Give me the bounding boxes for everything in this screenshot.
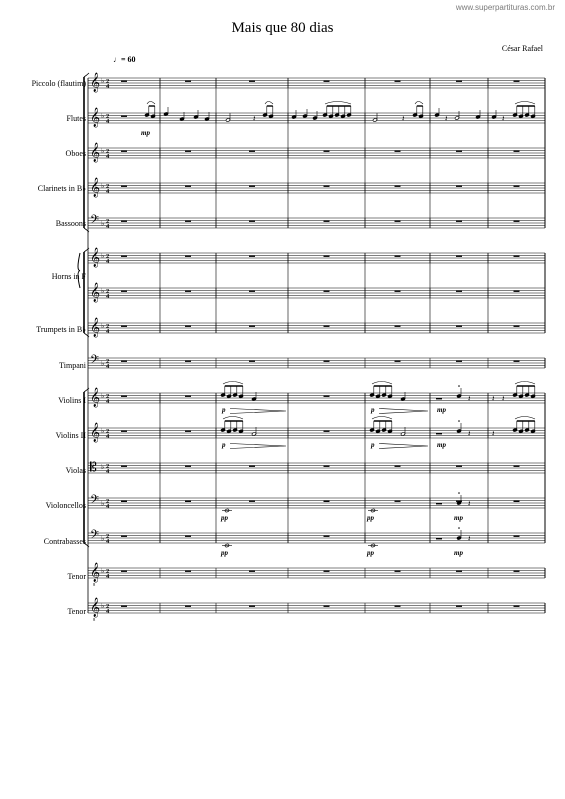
- whole-rest: [456, 221, 462, 222]
- time-signature-top: 2: [106, 357, 110, 365]
- quarter-rest-icon: 𝄽: [468, 394, 471, 403]
- violin-run-slur: [515, 382, 535, 385]
- whole-rest: [121, 396, 127, 397]
- whole-rest: [514, 221, 520, 222]
- whole-rest: [456, 291, 462, 292]
- dynamic-mp: mp: [141, 129, 150, 137]
- flat-icon: ♭: [101, 391, 105, 400]
- time-signature-bottom: 4: [106, 223, 110, 230]
- note-head: [373, 118, 378, 122]
- whole-rest: [249, 361, 255, 362]
- time-signature-top: 2: [106, 532, 110, 540]
- time-signature-top: 2: [106, 497, 110, 505]
- whole-rest: [185, 431, 191, 432]
- whole-rest: [456, 606, 462, 607]
- time-signature-bottom: 4: [106, 468, 110, 475]
- whole-rest: [456, 81, 462, 82]
- whole-rest: [121, 501, 127, 502]
- whole-rest: [395, 361, 401, 362]
- quarter-rest-icon: 𝄽: [502, 114, 505, 123]
- staccato-dot: [458, 527, 460, 529]
- whole-rest: [185, 466, 191, 467]
- note-head: [457, 429, 462, 433]
- time-signature-bottom: 4: [106, 433, 110, 440]
- time-signature-bottom: 4: [106, 188, 110, 195]
- note-head: [226, 118, 231, 122]
- whole-rest: [249, 256, 255, 257]
- whole-rest: [121, 571, 127, 572]
- half-rest: [436, 538, 442, 539]
- treble-clef-icon: 𝄞: [90, 177, 101, 198]
- violin-run-slur: [515, 417, 535, 420]
- note-head: [313, 116, 318, 120]
- quarter-rest-icon: 𝄽: [445, 114, 448, 123]
- woodwind-bracket-cap-top: [84, 73, 89, 77]
- whole-rest: [395, 326, 401, 327]
- quarter-rest-icon: 𝄽: [253, 114, 256, 123]
- note-head: [455, 116, 460, 120]
- whole-rest: [324, 361, 330, 362]
- quarter-rest-icon: 𝄽: [468, 499, 471, 508]
- time-signature-top: 2: [106, 567, 110, 575]
- bass-clef-icon: 𝄢: [90, 353, 100, 370]
- treble-clef-icon: 𝄞: [90, 282, 101, 303]
- time-signature-top: 2: [106, 322, 110, 330]
- whole-rest: [185, 151, 191, 152]
- whole-rest: [395, 501, 401, 502]
- instrument-label-violas: Violas: [65, 466, 86, 475]
- flat-icon: ♭: [101, 181, 105, 190]
- treble-clef-icon: 𝄞: [90, 142, 101, 163]
- dynamic-pp: pp: [367, 549, 374, 557]
- whole-rest: [324, 571, 330, 572]
- whole-rest: [324, 326, 330, 327]
- flat-icon: ♭: [101, 146, 105, 155]
- whole-rest: [456, 256, 462, 257]
- flat-icon: ♭: [101, 601, 105, 610]
- whole-rest: [324, 256, 330, 257]
- instrument-label-trumpets: Trumpets in B♭: [36, 325, 86, 334]
- dynamic-p: p: [371, 406, 375, 414]
- time-signature-top: 2: [106, 252, 110, 260]
- quarter-rest-icon: 𝄽: [502, 394, 505, 403]
- whole-rest: [395, 291, 401, 292]
- whole-rest: [514, 151, 520, 152]
- whole-rest: [185, 396, 191, 397]
- note-head: [457, 536, 462, 540]
- instrument-label-violins-2: Violins II: [55, 431, 86, 440]
- whole-rest: [514, 256, 520, 257]
- composer-name: César Rafael: [501, 44, 543, 53]
- instrument-label-flutes: Flutes: [66, 114, 86, 123]
- bass-clef-icon: 𝄢: [90, 213, 100, 230]
- instrument-label-violins-1: Violins I: [58, 396, 86, 405]
- whole-rest: [185, 501, 191, 502]
- instrument-label-oboes: Oboes: [65, 149, 86, 158]
- whole-rest: [456, 361, 462, 362]
- treble-clef-icon: 𝄞: [90, 317, 101, 338]
- whole-rest: [456, 326, 462, 327]
- whole-rest: [324, 501, 330, 502]
- whole-rest: [456, 151, 462, 152]
- bass-clef-icon: 𝄢: [90, 528, 100, 545]
- half-rest: [436, 503, 442, 504]
- whole-rest: [121, 606, 127, 607]
- page-title: Mais que 80 dias: [231, 20, 334, 36]
- whole-rest: [249, 466, 255, 467]
- whole-rest: [324, 221, 330, 222]
- octave-marker: 8: [93, 582, 96, 587]
- bass-clef-icon: 𝄢: [90, 493, 100, 510]
- time-signature-bottom: 4: [106, 83, 110, 90]
- whole-rest: [121, 361, 127, 362]
- instrument-label-tenor-2: Tenor: [67, 607, 86, 616]
- treble-clef-icon: 𝄞: [90, 562, 101, 583]
- flute-figure-slur: [265, 102, 273, 105]
- time-signature-top: 2: [106, 462, 110, 470]
- whole-rest: [185, 571, 191, 572]
- dynamic-pp: pp: [221, 549, 228, 557]
- whole-rest: [395, 571, 401, 572]
- dynamic-mp: mp: [454, 514, 463, 522]
- flute-run-slur: [515, 102, 535, 105]
- treble-clef-icon: 𝄞: [90, 422, 101, 443]
- instrument-label-contrabasses: Contrabasses: [43, 537, 86, 546]
- whole-rest: [185, 536, 191, 537]
- flat-icon: ♭: [101, 534, 105, 543]
- note-head: [457, 394, 462, 398]
- whole-rest: [514, 466, 520, 467]
- staccato-dot: [458, 492, 460, 494]
- whole-rest: [121, 536, 127, 537]
- whole-rest: [121, 116, 127, 117]
- whole-rest: [249, 571, 255, 572]
- whole-rest: [324, 431, 330, 432]
- whole-rest: [121, 186, 127, 187]
- time-signature-bottom: 4: [106, 573, 110, 580]
- whole-rest: [324, 186, 330, 187]
- flat-icon: ♭: [101, 463, 105, 471]
- time-signature-top: 2: [106, 182, 110, 190]
- whole-rest: [324, 81, 330, 82]
- time-signature-bottom: 4: [106, 398, 110, 405]
- instrument-label-piccolo: Piccolo (flautim): [31, 79, 86, 88]
- time-signature-bottom: 4: [106, 608, 110, 615]
- flat-icon: ♭: [101, 426, 105, 435]
- whole-rest: [121, 431, 127, 432]
- whole-rest: [456, 186, 462, 187]
- dynamic-mp: mp: [454, 549, 463, 557]
- flat-icon: ♭: [101, 359, 105, 368]
- whole-rest: [514, 606, 520, 607]
- whole-rest: [185, 221, 191, 222]
- instrument-label-horns: Horns in F: [51, 272, 86, 281]
- dynamic-p: p: [371, 441, 375, 449]
- whole-rest: [324, 466, 330, 467]
- time-signature-top: 2: [106, 77, 110, 85]
- instrument-label-tenor-1: Tenor: [67, 572, 86, 581]
- octave-marker: 8: [93, 617, 96, 622]
- treble-clef-icon: 𝄞: [90, 72, 101, 93]
- time-signature-bottom: 4: [106, 363, 110, 370]
- staccato-dot: [458, 420, 460, 422]
- time-signature-bottom: 4: [106, 118, 110, 125]
- flat-icon: ♭: [101, 76, 105, 85]
- dynamic-mp: mp: [437, 441, 446, 449]
- quarter-rest-icon: 𝄽: [492, 429, 495, 438]
- treble-clef-icon: 𝄞: [90, 107, 101, 128]
- note-head: [303, 114, 308, 118]
- time-signature-top: 2: [106, 217, 110, 225]
- whole-rest: [121, 256, 127, 257]
- flat-icon: ♭: [101, 251, 105, 260]
- dynamic-p: p: [222, 406, 226, 414]
- whole-rest: [514, 501, 520, 502]
- whole-rest: [185, 291, 191, 292]
- whole-rest: [249, 291, 255, 292]
- flat-icon: ♭: [101, 219, 105, 228]
- whole-rest: [514, 291, 520, 292]
- instrument-label-bassoons: Bassoons: [55, 219, 86, 228]
- whole-rest: [249, 151, 255, 152]
- treble-clef-icon: 𝄞: [90, 597, 101, 618]
- treble-clef-icon: 𝄞: [90, 387, 101, 408]
- time-signature-top: 2: [106, 392, 110, 400]
- flute-figure-slur: [415, 102, 423, 105]
- decrescendo-hairpin: [230, 444, 286, 449]
- watermark: www.superpartituras.com.br: [455, 3, 555, 12]
- whole-rest: [185, 606, 191, 607]
- whole-rest: [185, 186, 191, 187]
- flat-icon: ♭: [101, 566, 105, 575]
- instrument-label-violoncellos: Violoncellos: [45, 501, 86, 510]
- whole-rest: [395, 81, 401, 82]
- time-signature-top: 2: [106, 602, 110, 610]
- whole-rest: [456, 466, 462, 467]
- whole-rest: [395, 256, 401, 257]
- whole-rest: [324, 396, 330, 397]
- whole-rest: [121, 81, 127, 82]
- whole-rest: [121, 291, 127, 292]
- dynamic-pp: pp: [367, 514, 374, 522]
- whole-rest: [249, 221, 255, 222]
- half-rest: [436, 398, 442, 399]
- flute-run-slur: [325, 102, 351, 105]
- instrument-label-clarinets: Clarinets in B♭: [37, 184, 86, 193]
- whole-rest: [121, 326, 127, 327]
- time-signature-bottom: 4: [106, 503, 110, 510]
- whole-rest: [395, 221, 401, 222]
- quarter-rest-icon: 𝄽: [468, 534, 471, 543]
- horns-brace: [78, 253, 80, 288]
- whole-rest: [121, 466, 127, 467]
- quarter-rest-icon: 𝄽: [492, 394, 495, 403]
- whole-rest: [514, 81, 520, 82]
- violin-figure-slur: [372, 417, 392, 420]
- whole-rest: [121, 221, 127, 222]
- dynamic-p: p: [222, 441, 226, 449]
- violin-figure-slur: [223, 417, 243, 420]
- instrument-label-timpani: Timpani: [59, 361, 86, 370]
- time-signature-bottom: 4: [106, 293, 110, 300]
- violin-figure-slur: [372, 382, 392, 385]
- time-signature-top: 2: [106, 427, 110, 435]
- flat-icon: ♭: [101, 111, 105, 120]
- whole-rest: [395, 151, 401, 152]
- whole-rest: [395, 466, 401, 467]
- quarter-rest-icon: 𝄽: [402, 114, 405, 123]
- whole-rest: [121, 151, 127, 152]
- time-signature-bottom: 4: [106, 258, 110, 265]
- dynamic-mp: mp: [437, 406, 446, 414]
- whole-rest: [514, 186, 520, 187]
- whole-rest: [185, 256, 191, 257]
- whole-rest: [514, 326, 520, 327]
- whole-rest: [324, 291, 330, 292]
- whole-rest: [249, 81, 255, 82]
- time-signature-bottom: 4: [106, 328, 110, 335]
- whole-rest: [185, 361, 191, 362]
- decrescendo-hairpin: [230, 409, 286, 414]
- alto-clef-icon: 𝄡: [90, 460, 97, 474]
- whole-rest: [185, 81, 191, 82]
- note-head: [435, 113, 440, 117]
- flute-figure-slur: [147, 102, 155, 105]
- whole-rest: [249, 186, 255, 187]
- whole-rest: [324, 606, 330, 607]
- whole-rest: [249, 326, 255, 327]
- whole-rest: [324, 536, 330, 537]
- treble-clef-icon: 𝄞: [90, 247, 101, 268]
- violin-figure-slur: [223, 382, 243, 385]
- whole-rest: [185, 326, 191, 327]
- time-signature-top: 2: [106, 147, 110, 155]
- tempo-marking: ♩= 60: [113, 55, 136, 64]
- time-signature-bottom: 4: [106, 538, 110, 545]
- whole-rest: [514, 571, 520, 572]
- whole-rest: [395, 606, 401, 607]
- decrescendo-hairpin: [379, 409, 428, 414]
- whole-rest: [395, 186, 401, 187]
- flat-icon: ♭: [101, 321, 105, 330]
- half-rest: [436, 433, 442, 434]
- quarter-rest-icon: 𝄽: [468, 429, 471, 438]
- staccato-dot: [458, 385, 460, 387]
- time-signature-bottom: 4: [106, 153, 110, 160]
- dynamic-pp: pp: [221, 514, 228, 522]
- flat-icon: ♭: [101, 499, 105, 508]
- whole-rest: [514, 536, 520, 537]
- whole-rest: [249, 606, 255, 607]
- whole-rest: [324, 151, 330, 152]
- whole-rest: [456, 571, 462, 572]
- time-signature-top: 2: [106, 287, 110, 295]
- decrescendo-hairpin: [379, 444, 428, 449]
- whole-rest: [249, 501, 255, 502]
- whole-rest: [514, 361, 520, 362]
- flat-icon: ♭: [101, 286, 105, 295]
- time-signature-top: 2: [106, 112, 110, 120]
